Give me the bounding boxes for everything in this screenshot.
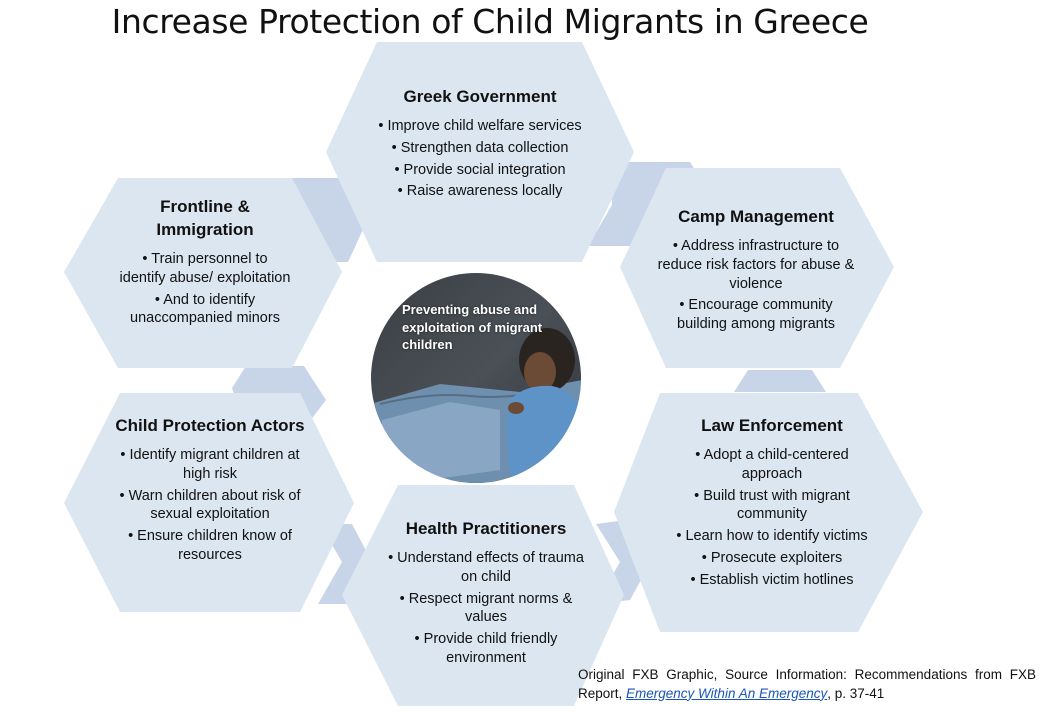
greek-government-item: • Improve child welfare services (378, 117, 582, 134)
greek-government-item: • Strengthen data collection (391, 139, 569, 156)
law-enforcement-item: • Build trust with migrant community (694, 487, 850, 523)
camp-management-heading: Camp Management (678, 207, 834, 226)
connector-camp-law (734, 370, 826, 392)
greek-government-item: • Provide social integration (394, 161, 566, 178)
law-enforcement-item: • Establish victim hotlines (690, 572, 854, 588)
health-practitioners-box (386, 518, 586, 671)
child-protection-item: • Ensure children know of resources (128, 528, 292, 564)
camp-management-item: • Address infrastructure to reduce risk factors for abuse & violence (657, 237, 855, 292)
frontline-heading: Frontline & Immigration (156, 197, 254, 239)
health-practitioners-heading: Health Practitioners (405, 519, 567, 538)
camp-management-item: • Encourage community building among migrants (677, 297, 835, 333)
child-protection-box (110, 415, 310, 568)
health-practitioners-item: • Provide child friendly environment (414, 631, 558, 667)
health-practitioners-item: • Understand effects of trauma on child (388, 549, 584, 585)
health-practitioners-item: • Respect migrant norms & values (399, 590, 573, 626)
child-protection-item: • Identify migrant children at high risk (120, 446, 300, 482)
source-report-link[interactable]: Emergency Within An Emergency (626, 685, 828, 701)
law-enforcement-heading: Law Enforcement (701, 416, 843, 435)
camp-management-box (656, 206, 856, 337)
greek-government-heading: Greek Government (403, 87, 557, 106)
frontline-item: • And to identify unaccompanied minors (130, 291, 280, 327)
frontline-box (118, 196, 292, 331)
law-enforcement-item: • Adopt a child-centered approach (695, 446, 849, 482)
page-title: Increase Protection of Child Migrants in Greece (111, 2, 869, 41)
law-enforcement-item: • Prosecute exploiters (701, 550, 843, 567)
child-protection-heading: Child Protection Actors (115, 416, 305, 435)
law-enforcement-item: • Learn how to identify victims (676, 528, 868, 545)
greek-government-box (368, 86, 592, 204)
greek-government-item: • Raise awareness locally (397, 183, 563, 200)
law-enforcement-box (672, 415, 872, 593)
source-suffix: , p. 37-41 (827, 685, 885, 701)
child-protection-item: • Warn children about risk of sexual exploitation (119, 487, 301, 523)
center-label: Preventing abuse and exploitation of migrant children (402, 302, 543, 353)
source-prefix: Original FXB Graphic, Source Information: Recommendations from FXB Report, (578, 667, 1036, 701)
source-citation (578, 666, 1036, 704)
frontline-item: • Train personnel to identify abuse/ exploitation (119, 250, 291, 286)
